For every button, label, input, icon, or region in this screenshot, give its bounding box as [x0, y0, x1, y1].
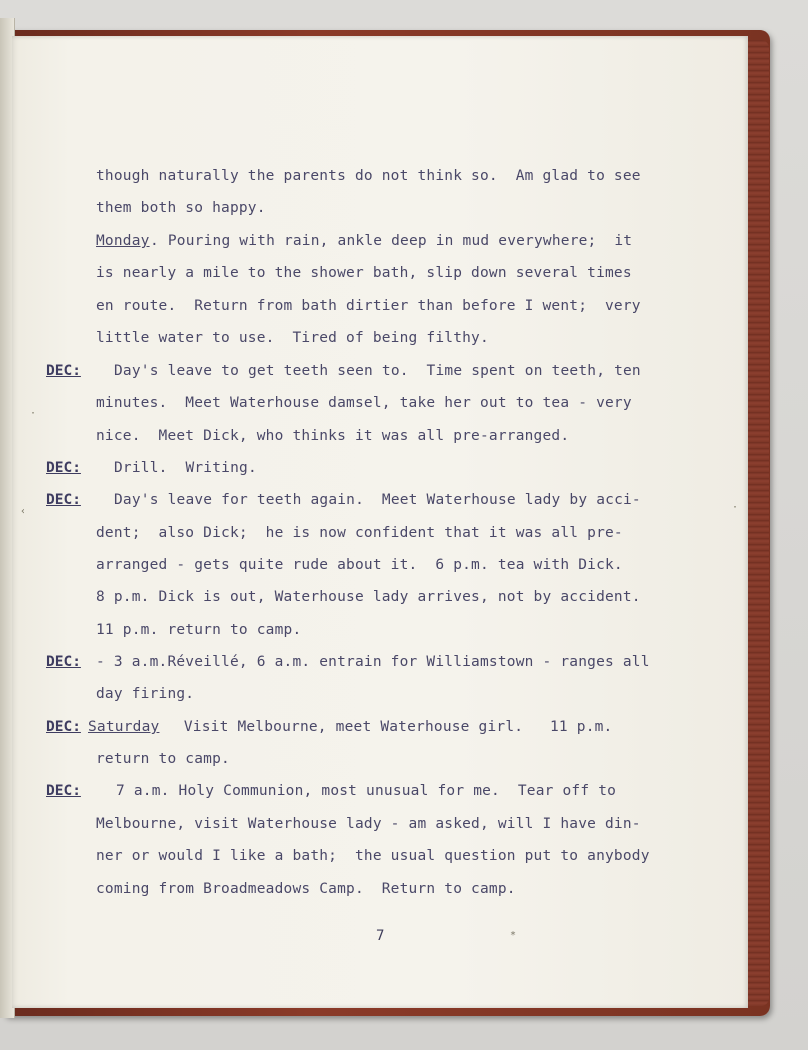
text-line: Drill. Writing. — [114, 460, 257, 476]
book-cover-edge — [745, 40, 769, 1006]
text-line: though naturally the parents do not think so. Am glad to see — [96, 168, 641, 184]
text-line: dent; also Dick; he is now confident that it was all pre- — [96, 525, 623, 541]
text-line: day firing. — [96, 686, 195, 702]
text-line: 11 p.m. return to camp. — [96, 622, 302, 638]
date-label: DEC: — [46, 783, 81, 799]
text-line: arranged - gets quite rude about it. 6 p.m. tea with Dick. — [96, 557, 623, 573]
text-line: is nearly a mile to the shower bath, slip down several times — [96, 265, 632, 281]
text-line: return to camp. — [96, 751, 230, 767]
speck-mark: · — [732, 502, 739, 513]
day-label-monday: Monday — [96, 233, 150, 249]
text-line: nice. Meet Dick, who thinks it was all pre-arranged. — [96, 428, 570, 444]
text-line: ner or would I like a bath; the usual question put to anybody — [96, 848, 650, 864]
day-label-saturday: Saturday — [88, 719, 160, 735]
text-line: Day's leave for teeth again. Meet Waterhouse lady by acci- — [114, 492, 641, 508]
text-line: - 3 a.m.Réveillé, 6 a.m. entrain for Williamstown - ranges all — [96, 654, 650, 670]
text-line: 7 a.m. Holy Communion, most unusual for me. Tear off to — [116, 783, 617, 799]
text-line: little water to use. Tired of being filthy. — [96, 330, 489, 346]
text-line: them both so happy. — [96, 200, 266, 216]
date-label: DEC: — [46, 719, 81, 735]
page-number: 7 — [376, 928, 385, 944]
date-label: DEC: — [46, 492, 81, 508]
text-line: Visit Melbourne, meet Waterhouse girl. 11 p.m. — [166, 719, 613, 735]
date-label: DEC: — [46, 654, 81, 670]
speck-mark: * — [510, 930, 517, 941]
typewritten-page — [12, 36, 748, 1008]
date-label: DEC: — [46, 363, 81, 379]
text-line: 8 p.m. Dick is out, Waterhouse lady arrives, not by accident. — [96, 589, 641, 605]
text-line: coming from Broadmeadows Camp. Return to camp. — [96, 881, 516, 897]
text-line: Melbourne, visit Waterhouse lady - am asked, will I have din- — [96, 816, 641, 832]
text-line: en route. Return from bath dirtier than before I went; very — [96, 298, 641, 314]
speck-mark: · — [30, 408, 37, 419]
text-line: . Pouring with rain, ankle deep in mud everywhere; it — [150, 233, 633, 249]
speck-mark: ‹ — [20, 506, 27, 517]
text-line: minutes. Meet Waterhouse damsel, take her out to tea - very — [96, 395, 632, 411]
date-label: DEC: — [46, 460, 81, 476]
text-line: Day's leave to get teeth seen to. Time spent on teeth, ten — [114, 363, 641, 379]
